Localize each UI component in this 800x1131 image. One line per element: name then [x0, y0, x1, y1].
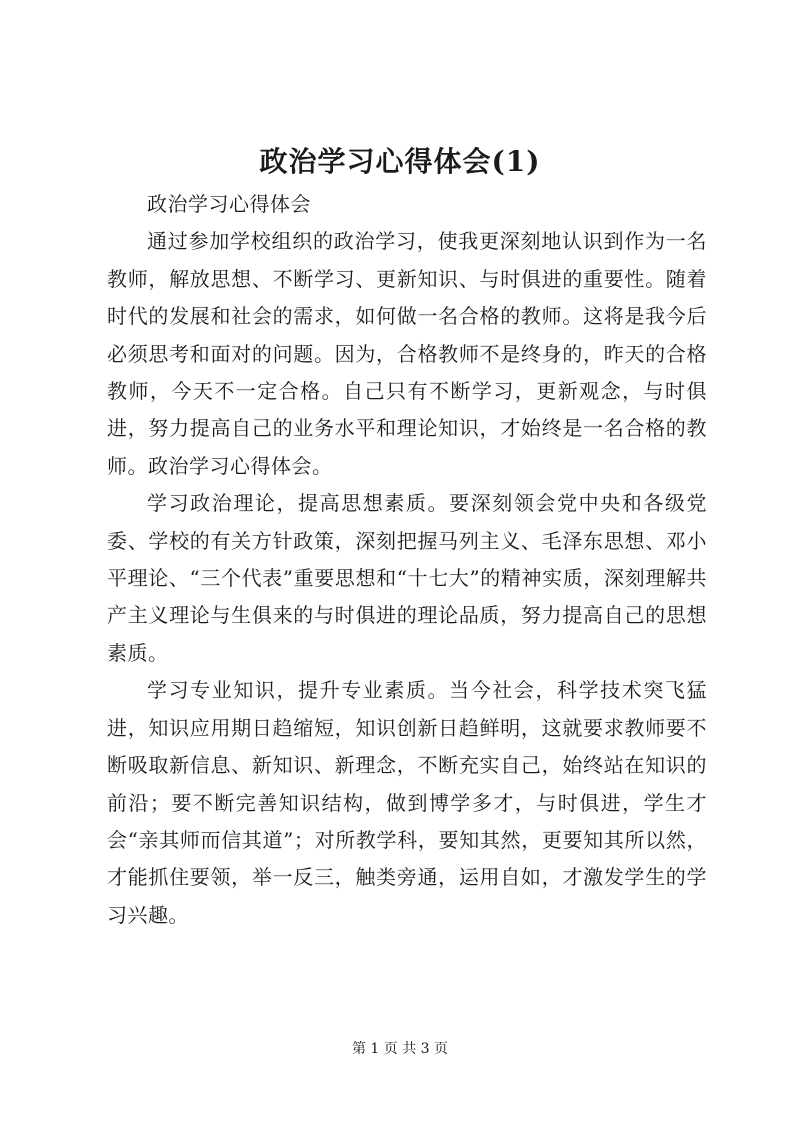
paragraph-professional-knowledge: 学习专业知识，提升专业素质。当今社会，科学技术突飞猛进，知识应用期日趋缩短，知识创新日趋鲜明，这就要求教师要不断吸取新信息、新知识、新理念，不断充实自己，始终站在知识的前沿；要不断完善知识结构，做到博学多才，与时俱进，学生才会“亲其师而信其道”；对所教学科，要知其然，更要知其所以然，才能抓住要领，举一反三，触类旁通，运用自如，才激发学生的学习兴趣。	[107, 678, 707, 927]
paragraph-political-theory: 学习政治理论，提高思想素质。要深刻领会党中央和各级党委、学校的有关方针政策，深刻把握马列主义、毛泽东思想、邓小平理论、“三个代表”重要思想和“十七大”的精神实质，深刻理解共产主义理论与生俱来的与时俱进的理论品质，努力提高自己的思想素质。	[107, 491, 707, 665]
paragraph-subtitle: 政治学习心得体会	[147, 192, 311, 216]
paragraph-intro: 通过参加学校组织的政治学习，使我更深刻地认识到作为一名教师，解放思想、不断学习、更新知识、与时俱进的重要性。随着时代的发展和社会的需求，如何做一名合格的教师。这将是我今后必须思考和面对的问题。因为，合格教师不是终身的，昨天的合格教师，今天不一定合格。自己只有不断学习，更新观念，与时俱进，努力提高自己的业务水平和理论知识，才始终是一名合格的教师。政治学习心得体会。	[107, 229, 707, 478]
document-body	[107, 186, 707, 934]
page-title: 政治学习心得体会(1)	[259, 145, 541, 178]
page-number-footer: 第 1 页 共 3 页	[351, 1041, 449, 1057]
